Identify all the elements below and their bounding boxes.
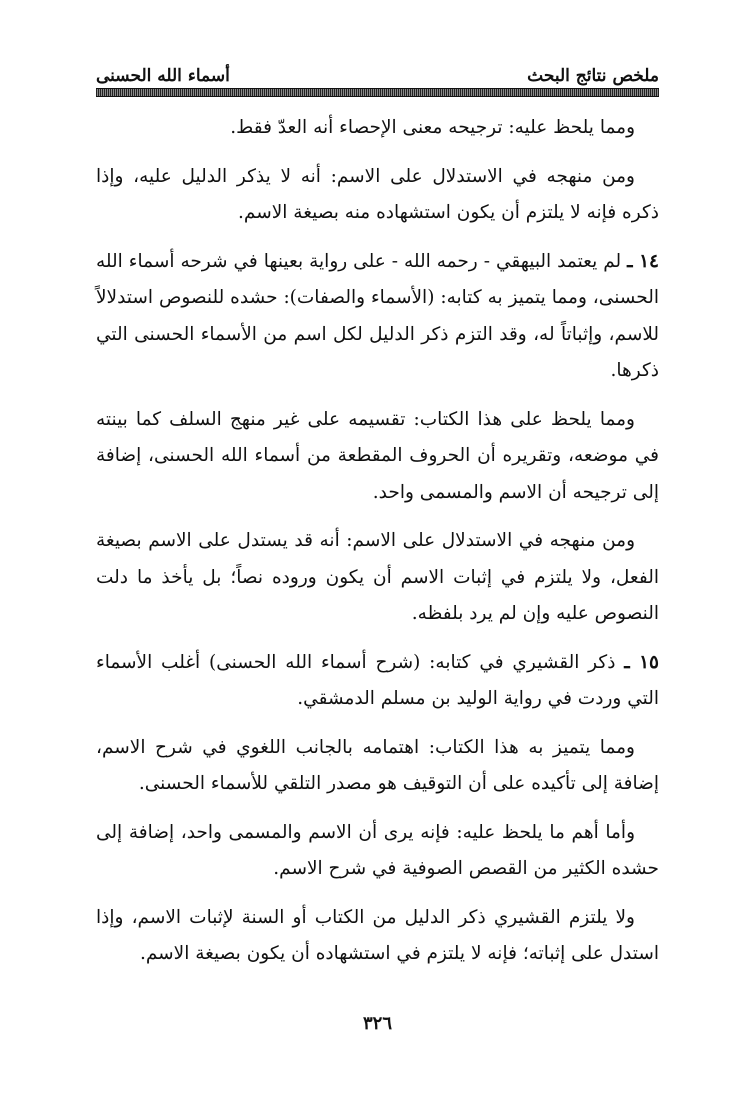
numbered-paragraph-15	[96, 645, 659, 718]
item-number: ١٤ ـ	[627, 250, 659, 272]
paragraph-text: ذكر القشيري في كتابه: (شرح أسماء الله الحسنى) أغلب الأسماء التي وردت في رواية الوليد بن مسلم الدمشقي.	[96, 651, 659, 709]
header-rule	[96, 88, 659, 97]
numbered-paragraph-14	[96, 244, 659, 390]
body-text	[96, 110, 659, 985]
header-section-title: ملخص نتائج البحث	[527, 66, 659, 86]
paragraph: ولا يلتزم القشيري ذكر الدليل من الكتاب أو السنة لإثبات الاسم، وإذا استدل على إثباته؛ فإنه لا يلتزم في استشهاده أن يكون بصيغة الاسم.	[96, 906, 659, 964]
running-header	[96, 60, 659, 86]
paragraph: ومما يتميز به هذا الكتاب: اهتمامه بالجانب اللغوي في شرح الاسم، إضافة إلى تأكيده على أن التوقيف هو مصدر التلقي للأسماء الحسنى.	[96, 736, 659, 794]
page-number: ٣٢٦	[362, 1013, 392, 1034]
paragraph: ومن منهجه في الاستدلال على الاسم: أنه قد يستدل على الاسم بصيغة الفعل، ولا يلتزم في إثبات الاسم أن يكون وروده نصاً؛ بل يأخذ ما دلت النصوص عليه وإن لم يرد بلفظه.	[96, 530, 659, 624]
header-book-title: أسماء الله الحسنى	[96, 66, 230, 86]
paragraph: وأما أهم ما يلحظ عليه: فإنه يرى أن الاسم والمسمى واحد، إضافة إلى حشده الكثير من القصص الصوفية في شرح الاسم.	[96, 821, 659, 879]
paragraph: ومما يلحظ على هذا الكتاب: تقسيمه على غير منهج السلف كما بينته في موضعه، وتقريره أن الحروف المقطعة من أسماء الله الحسنى، إضافة إلى ترجيحه أن الاسم والمسمى واحد.	[96, 408, 659, 503]
item-number: ١٥ ـ	[624, 651, 659, 673]
paragraph: ومما يلحظ عليه: ترجيحه معنى الإحصاء أنه العدّ فقط.	[230, 117, 635, 138]
paragraph: ومن منهجه في الاستدلال على الاسم: أنه لا يذكر الدليل عليه، وإذا ذكره فإنه لا يلتزم أن يكون استشهاده منه بصيغة الاسم.	[96, 165, 659, 223]
paragraph-text: لم يعتمد البيهقي - رحمه الله - على رواية بعينها في شرحه أسماء الله الحسنى، ومما يتميز به كتابه: (الأسماء والصفات): حشده للنصوص استدلالاً للاسم، وإثباتاً له، وقد التزم ذكر الدليل لكل اسم من الأسماء الحسنى التي ذكرها.	[96, 250, 659, 381]
